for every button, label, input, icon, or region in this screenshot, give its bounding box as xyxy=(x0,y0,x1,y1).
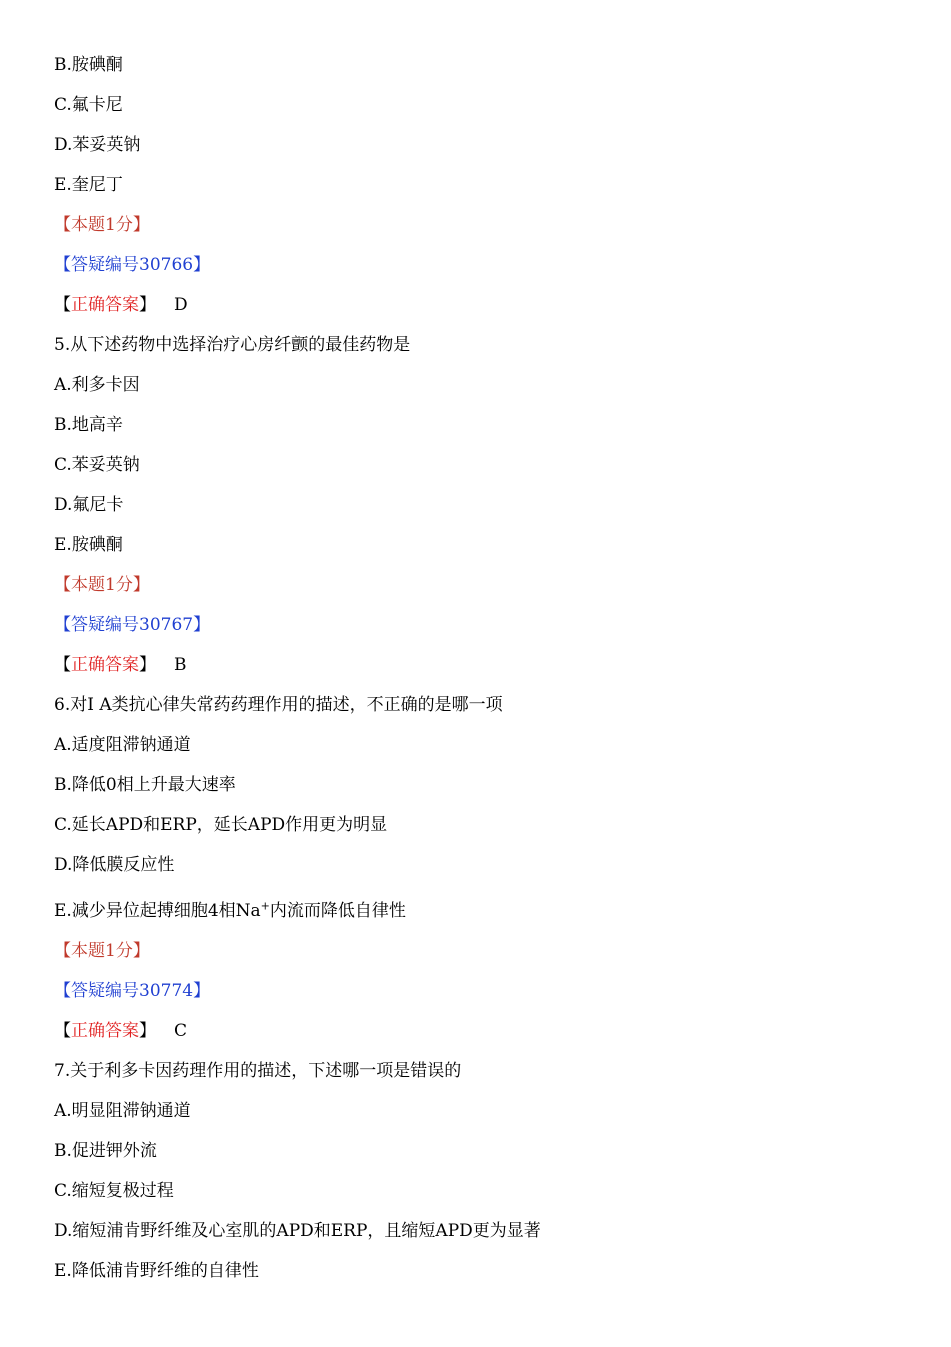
option-line: D.苯妥英钠 xyxy=(54,135,141,155)
bracket-close: 】 xyxy=(139,295,156,315)
answer-label: 正确答案 xyxy=(71,1021,139,1041)
bracket-close: 】 xyxy=(139,655,156,675)
superscript-plus: + xyxy=(260,899,270,913)
option-line: D.氟尼卡 xyxy=(54,495,124,515)
question-stem: 7.关于利多卡因药理作用的描述，下述哪一项是错误的 xyxy=(54,1061,462,1081)
score-label: 【本题1分】 xyxy=(54,941,150,961)
option-text-after: 内流而降低自律性 xyxy=(269,901,406,921)
document-page xyxy=(54,52,914,1298)
option-line: E.降低浦肯野纤维的自律性 xyxy=(54,1261,259,1281)
correct-answer xyxy=(54,292,914,332)
qa-number: 【答疑编号30774】 xyxy=(54,981,211,1001)
option-line: C.缩短复极过程 xyxy=(54,1181,174,1201)
bracket-close: 】 xyxy=(139,1021,156,1041)
option-text-before: E.减少异位起搏细胞4相Na xyxy=(54,901,261,921)
answer-label: 正确答案 xyxy=(71,295,139,315)
score-label: 【本题1分】 xyxy=(54,575,150,595)
option-line: B.地高辛 xyxy=(54,415,123,435)
option-line: B.降低0相上升最大速率 xyxy=(54,775,236,795)
option-line: B.胺碘酮 xyxy=(54,55,123,75)
qa-number: 【答疑编号30767】 xyxy=(54,615,211,635)
option-line: A.明显阻滞钠通道 xyxy=(54,1101,191,1121)
answer-value: D xyxy=(174,295,188,315)
answer-label: 正确答案 xyxy=(71,655,139,675)
question-stem: 6.对Ⅰ A类抗心律失常药药理作用的描述，不正确的是哪一项 xyxy=(54,695,503,715)
option-line: E.胺碘酮 xyxy=(54,535,123,555)
option-line: D.降低膜反应性 xyxy=(54,855,175,875)
bracket-open: 【 xyxy=(54,655,71,675)
option-line: C.苯妥英钠 xyxy=(54,455,140,475)
answer-value: C xyxy=(174,1021,188,1041)
question-stem: 5.从下述药物中选择治疗心房纤颤的最佳药物是 xyxy=(54,335,411,355)
option-line: D.缩短浦肯野纤维及心室肌的APD和ERP，且缩短APD更为显著 xyxy=(54,1221,541,1241)
score-label: 【本题1分】 xyxy=(54,215,150,235)
bracket-open: 【 xyxy=(54,295,71,315)
option-line: A.利多卡因 xyxy=(54,375,140,395)
option-line: B.促进钾外流 xyxy=(54,1141,157,1161)
option-line: C.延长APD和ERP，延长APD作用更为明显 xyxy=(54,815,388,835)
bracket-open: 【 xyxy=(54,1021,71,1041)
answer-value: B xyxy=(174,655,187,675)
option-line: A.适度阻滞钠通道 xyxy=(54,735,191,755)
correct-answer xyxy=(54,1018,914,1058)
correct-answer xyxy=(54,652,914,692)
option-line xyxy=(54,892,914,938)
option-line: E.奎尼丁 xyxy=(54,175,123,195)
option-line: C.氟卡尼 xyxy=(54,95,123,115)
qa-number: 【答疑编号30766】 xyxy=(54,255,211,275)
